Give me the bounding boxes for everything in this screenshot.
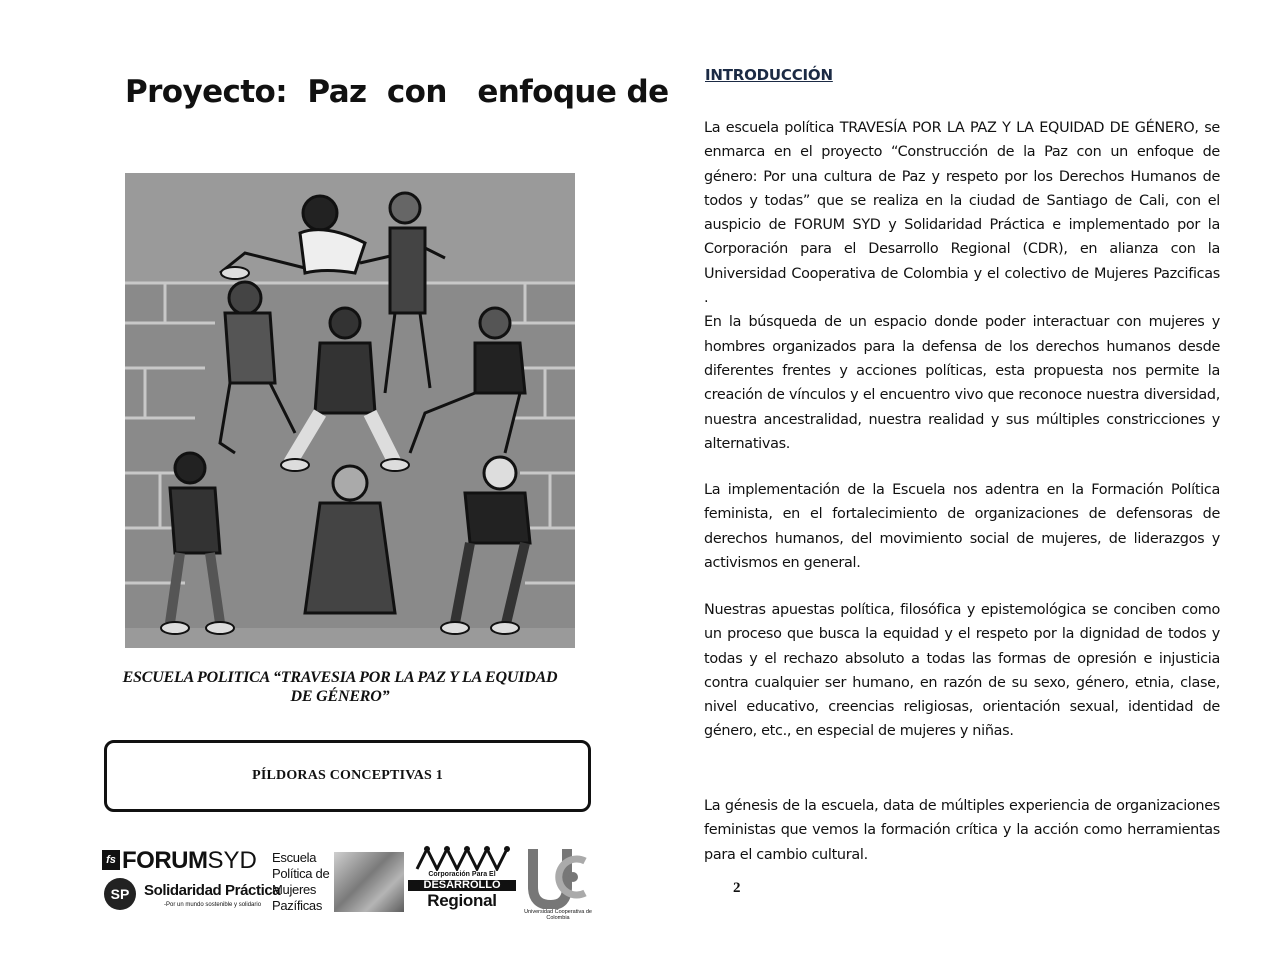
intro-page <box>660 0 1280 960</box>
sp-circle-icon: SP <box>104 878 136 910</box>
page-number: 2 <box>733 880 741 896</box>
sp-name: Solidaridad Práctica <box>144 882 281 899</box>
escuela-mujeres-logo <box>272 850 404 914</box>
ucc-logo <box>522 845 594 927</box>
intro-paragraph-5: La génesis de la escuela, data de múltiples experiencia de organizaciones feministas que vemos la formación crítica y la acción como herramientas para el cambio cultural. <box>704 798 1220 863</box>
cdr-logo <box>408 845 516 915</box>
pildoras-label: PÍLDORAS CONCEPTIVAS 1 <box>252 768 443 783</box>
intro-paragraph-1 <box>704 116 1220 456</box>
intro-paragraph-4: Nuestras apuestas política, filosófica y epistemológica se conciben como un proceso que busca la equidad y el respeto por la dignidad de todos y todas y el rechazo absoluto a todas las formas de opresión e injusticia contra cualquier ser humano, en razón de su sexo, género, etnia, clase, nivel educativo, creencias religiosas, orientación sexual, identidad de género, etc., en especial de mujeres y niñas. <box>704 602 1220 740</box>
forum-syd-logo <box>102 848 257 874</box>
cover-title: Proyecto: Paz con enfoque de <box>125 74 669 110</box>
sp-tagline: -Por un mundo sostenible y solidario <box>164 902 262 908</box>
ucc-name: Universidad Cooperativa de Colombia <box>524 909 592 921</box>
forum-syd-logo-light: SYD <box>207 847 257 874</box>
cdr-line1: Corporación Para El <box>428 871 496 878</box>
cdr-line3: Regional <box>427 891 497 910</box>
ucc-mark-icon <box>527 845 589 909</box>
intro-paragraph-1b: En la búsqueda de un espacio donde poder interactuar con mujeres y hombres organizados para la defensa de los derechos humanos desde diferentes frentes y acciones políticas, esta propuesta nos permite la creación de vínculos y el encuentro vivo que reconoce nuestra diversidad, nuestra ancestralidad, nuestra realidad y sus múltiples constricciones y alternativas. <box>704 314 1220 452</box>
pildoras-box <box>104 740 591 812</box>
forum-syd-mark-icon: fs <box>102 850 120 870</box>
intro-heading: INTRODUCCIÓN <box>705 66 833 84</box>
cover-illustration <box>125 173 575 648</box>
cdr-line2: DESARROLLO <box>408 880 516 891</box>
intro-paragraph-3: La implementación de la Escuela nos adentra en la Formación Política feminista, en el fortalecimiento de organizaciones de defensoras de derechos humanos, del movimiento social de mujeres, de liderazgos y activismos en general. <box>704 482 1220 571</box>
escuela-logo-text: Escuela Política de Mujeres Pazíficas <box>272 850 330 913</box>
forum-syd-logo-bold: FORUM <box>122 847 208 874</box>
people-chain-icon <box>412 845 512 871</box>
solidaridad-practica-logo <box>104 878 281 914</box>
school-name: ESCUELA POLITICA “TRAVESIA POR LA PAZ Y LA EQUIDAD DE GÉNERO” <box>122 669 558 705</box>
intro-paragraph-1a: La escuela política TRAVESÍA POR LA PAZ Y LA EQUIDAD DE GÉNERO, se enmarca en el proyecto “Construcción de la Paz con un enfoque de género: Por una cultura de Paz y respeto por los Derechos Humanos de todos y todas” que se realiza en la ciudad de Santiago de Cali, con el auspicio de FORUM SYD y Solidaridad Práctica e implementado por la Corporación para el Desarrollo Regional (CDR), en alianza con la Universidad Cooperativa de Colombia y el colectivo de Mujeres Pazcificas . <box>704 120 1220 307</box>
